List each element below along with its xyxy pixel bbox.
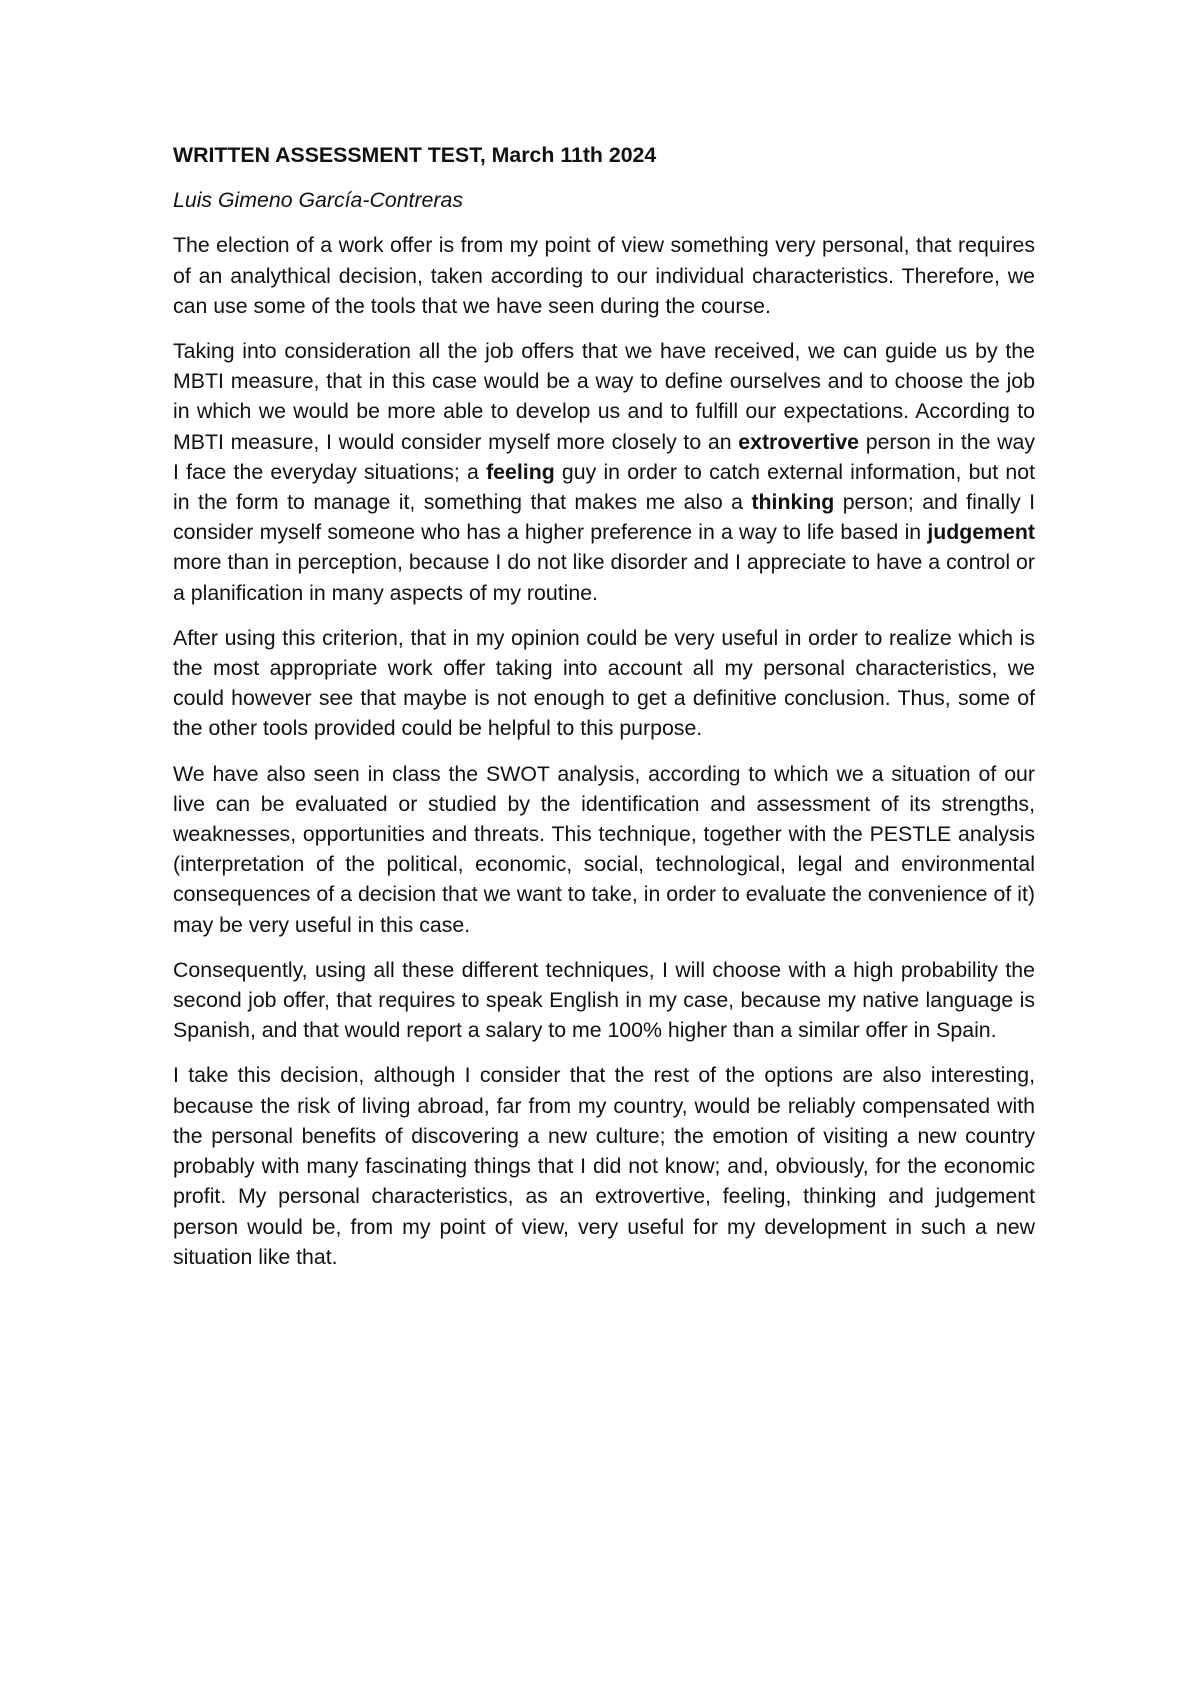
paragraph-criterion: After using this criterion, that in my opinion could be very useful in order to realize which is the most appropriate work offer taking into account all my personal characteristics, we could however see that maybe is not enough to get a definitive conclusion. Thus, some of the other tools provided could be helpful to this purpose. xyxy=(173,625,1035,741)
paragraph-mbti xyxy=(173,336,1035,608)
bold-term-extrovertive: extrovertive xyxy=(738,429,860,454)
paragraph-conclusion: I take this decision, although I consider that the rest of the options are also interesting, because the risk of living abroad, far from my country, would be reliably compensated with the personal benefits of discovering a new culture; the emotion of visiting a new country probably with many fascinating things that I did not know; and, obviously, for the economic profit. My personal characteristics, as an extrovertive, feeling, thinking and judgement person would be, from my point of view, very useful for my development in such a new situation like that. xyxy=(173,1063,1035,1269)
bold-term-thinking: thinking xyxy=(751,490,835,515)
paragraph-text: Taking into consideration all the job offers that we have received, we can guide us by the MBTI measure, that in this case would be a way to define ourselves and to choose the job in which we would be more able to develop us and to fulfill our expectations. According to MBTI measure, I would consider myself more closely to an xyxy=(173,339,1035,454)
author-name: Luis Gimeno García-Contreras xyxy=(173,188,463,213)
bold-term-judgement: judgement xyxy=(927,520,1035,545)
document-title: WRITTEN ASSESSMENT TEST, March 11th 2024 xyxy=(173,143,657,167)
bold-term-feeling: feeling xyxy=(486,459,555,484)
paragraph-text: guy in order to catch external information, but not in the form to manage it, something that makes me also a xyxy=(173,459,1035,515)
paragraph-text: person; and finally I consider myself someone who has a higher preference in a way to life based in xyxy=(173,490,1035,545)
paragraph-text: person in the way I face the everyday situations; a xyxy=(173,429,1035,484)
paragraph-swot: We have also seen in class the SWOT analysis, according to which we a situation of our live can be evaluated or studied by the identification and assessment of its strengths, weaknesses, opportunities and threats. This technique, together with the PESTLE analysis (interpretation of the political, economic, social, technological, legal and environmental consequences of a decision that we want to take, in order to evaluate the convenience of it) may be very useful in this case. xyxy=(173,761,1035,937)
paragraph-choice: Consequently, using all these different techniques, I will choose with a high probability the second job offer, that requires to speak English in my case, because my native language is Spanish, and that would report a salary to me 100% higher than a similar offer in Spain. xyxy=(173,957,1035,1043)
document-page xyxy=(173,140,1035,1287)
paragraph-intro: The election of a work offer is from my point of view something very personal, that requires of an analythical decision, taken according to our individual characteristics. Therefore, we can use some of the tools that we have seen during the course. xyxy=(173,233,1035,318)
paragraph-text: more than in perception, because I do not like disorder and I appreciate to have a control or a planification in many aspects of my routine. xyxy=(173,550,1035,605)
